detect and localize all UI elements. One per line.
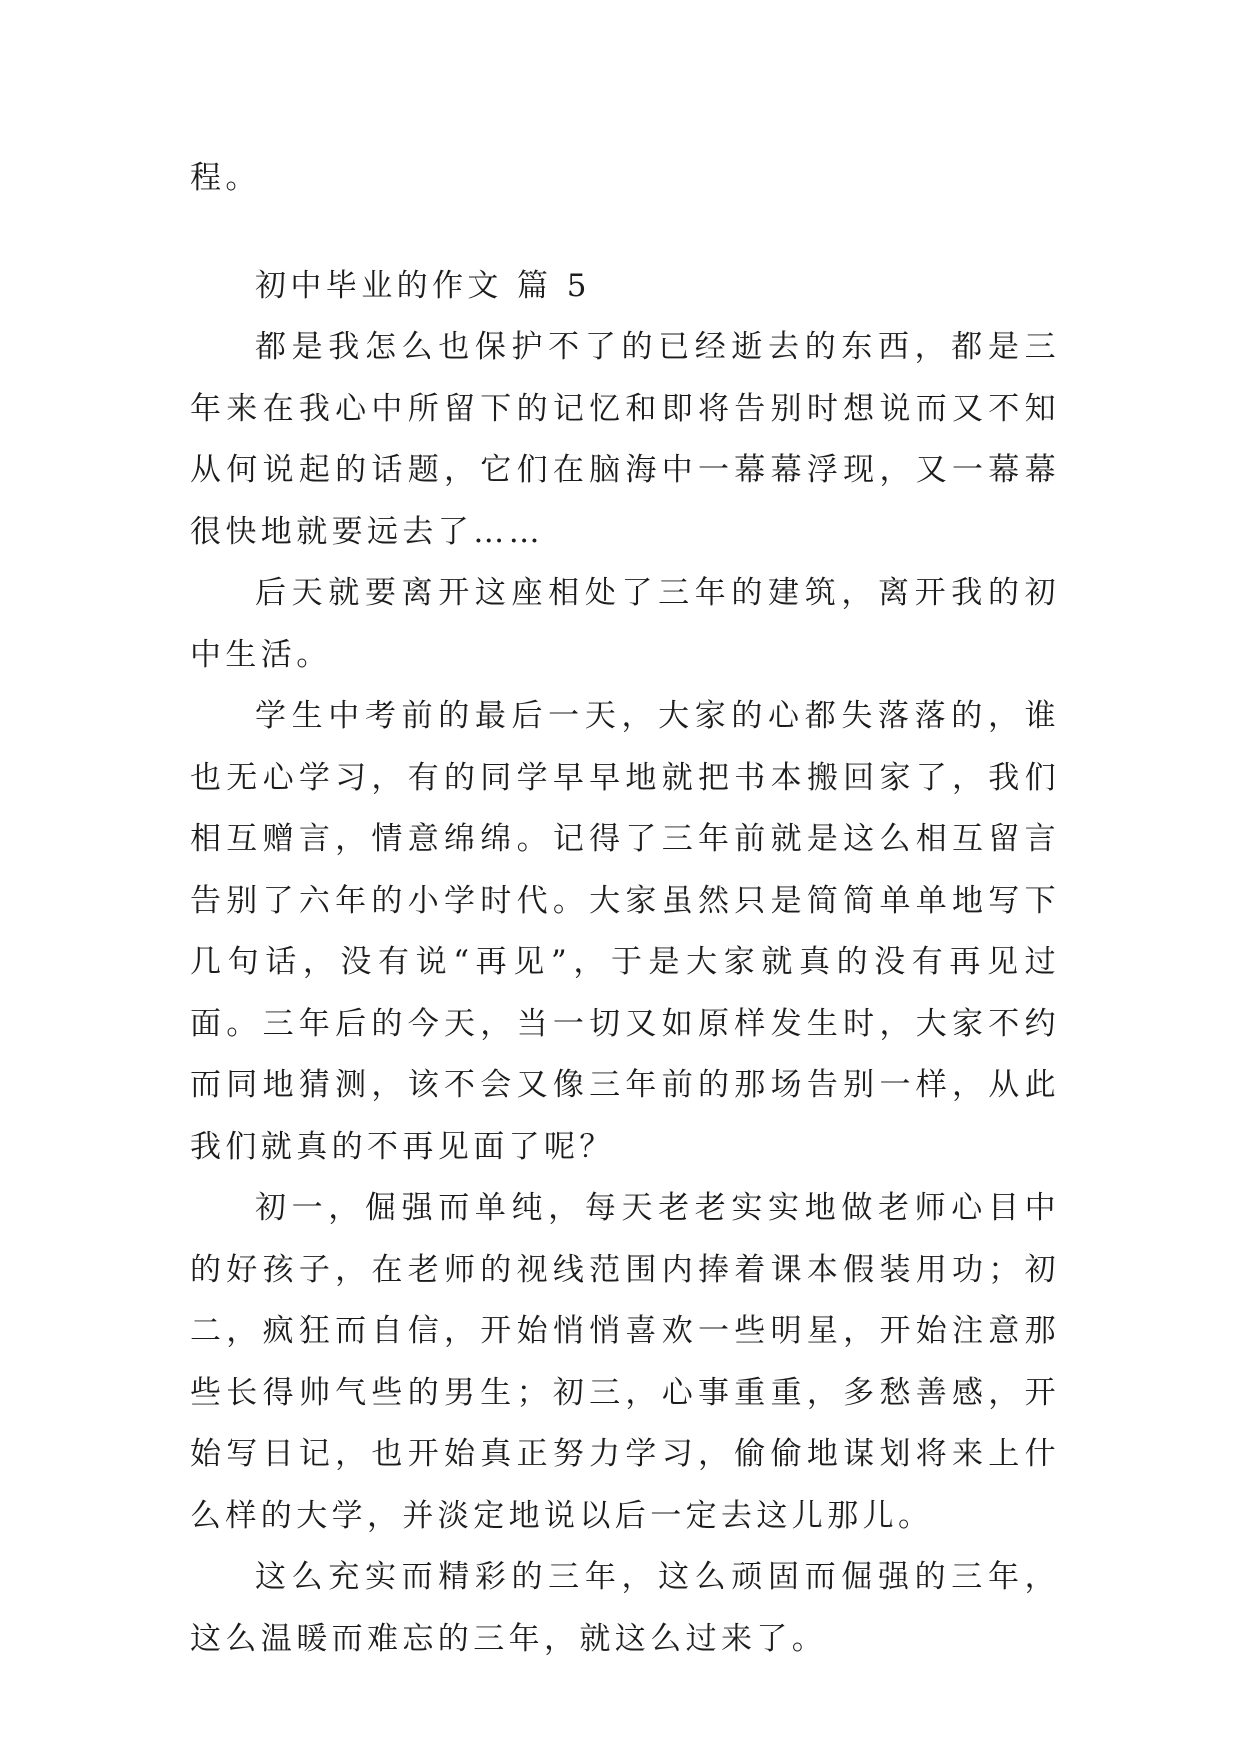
document-body bbox=[190, 148, 1060, 1670]
paragraph-4: 初一，倔强而单纯，每天老老实实地做老师心目中的好孩子，在老师的视线范围内捧着课本假装用功；初二，疯狂而自信，开始悄悄喜欢一些明星，开始注意那些长得帅气些的男生；初三，心事重重，多愁善感，开始写日记，也开始真正努力学习，偷偷地谋划将来上什么样的大学，并淡定地说以后一定去这儿那儿。 bbox=[190, 1190, 1060, 1534]
section-heading: 初中毕业的作文 篇 5 bbox=[255, 267, 591, 304]
previous-paragraph-ending: 程。 bbox=[190, 160, 261, 196]
paragraph-2: 后天就要离开这座相处了三年的建筑，离开我的初中生活。 bbox=[190, 575, 1060, 673]
paragraph-3: 学生中考前的最后一天，大家的心都失落落的，谁也无心学习，有的同学早早地就把书本搬回家了，我们相互赠言，情意绵绵。记得了三年前就是这么相互留言告别了六年的小学时代。大家虽然只是简简单单地写下几句话，没有说“再见”，于是大家就真的没有再见过面。三年后的今天，当一切又如原样发生时，大家不约而同地猜测，该不会又像三年前的那场告别一样，从此我们就真的不再见面了呢？ bbox=[190, 698, 1060, 1165]
paragraph-5: 这么充实而精彩的三年，这么顽固而倔强的三年，这么温暖而难忘的三年，就这么过来了。 bbox=[190, 1559, 1060, 1657]
paragraph-1: 都是我怎么也保护不了的已经逝去的东西，都是三年来在我心中所留下的记忆和即将告别时想说而又不知从何说起的话题，它们在脑海中一幕幕浮现，又一幕幕很快地就要远去了…… bbox=[190, 329, 1060, 550]
section-gap bbox=[190, 210, 1060, 256]
